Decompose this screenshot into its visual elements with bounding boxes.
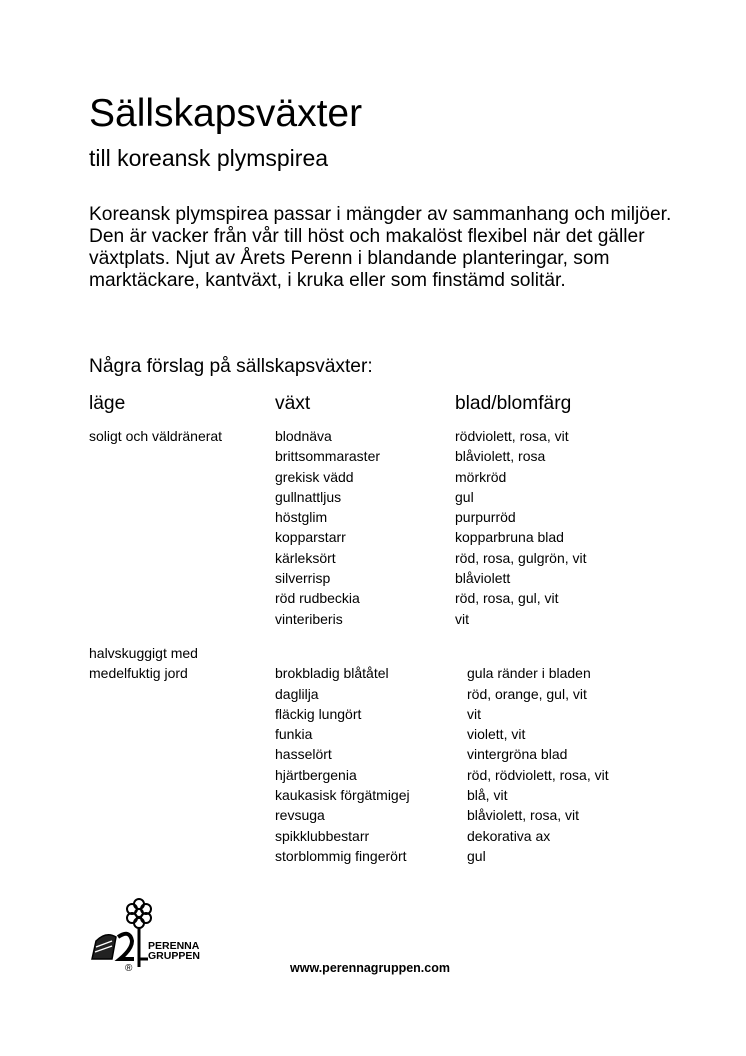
plant-color: violett, vit: [467, 726, 526, 743]
plant-name: hjärtbergenia: [275, 766, 357, 783]
plant-name: kaukasisk förgätmigej: [275, 787, 410, 804]
plant-name: silverrisp: [275, 570, 331, 587]
plant-color: vintergröna blad: [467, 746, 568, 763]
plant-name: brittsommaraster: [275, 448, 381, 465]
plant-name: spikklubbestarr: [275, 827, 370, 844]
column-header-location: läge: [89, 393, 126, 414]
group-plants: [275, 663, 410, 866]
page-subtitle: till koreansk plymspirea: [89, 145, 329, 171]
plant-color: blå, vit: [467, 787, 508, 804]
plant-color: dekorativa ax: [467, 827, 551, 844]
plant-color: rödviolett, rosa, vit: [455, 428, 569, 444]
group-location: [89, 643, 198, 684]
column-header-plant: växt: [275, 393, 311, 414]
column-header-color: blad/blomfärg: [455, 393, 572, 414]
plant-name: röd rudbeckia: [275, 590, 360, 607]
plant-color: röd, rödviolett, rosa, vit: [467, 766, 609, 783]
plant-name: blodnäva: [275, 428, 332, 444]
group-colors: [455, 426, 587, 629]
perennagruppen-logo: [88, 897, 210, 974]
plant-name: gullnattljus: [275, 488, 342, 505]
website-url: www.perennagruppen.com: [290, 961, 450, 975]
plant-color: mörkröd: [455, 468, 507, 485]
location-text: soligt och väldränerat: [89, 428, 223, 444]
plant-color: gula ränder i bladen: [467, 665, 591, 682]
plant-name: fläckig lungört: [275, 705, 362, 722]
plant-name: hasselört: [275, 746, 332, 763]
plant-name: kopparstarr: [275, 529, 346, 546]
plant-color: gul: [467, 847, 486, 864]
plant-color: röd, rosa, gulgrön, vit: [455, 549, 587, 566]
location-text: halvskuggigt med: [89, 645, 198, 661]
plant-color: röd, orange, gul, vit: [467, 685, 587, 702]
plant-color: vit: [467, 705, 481, 722]
plant-color: purpurröd: [455, 509, 516, 526]
plant-name: funkia: [275, 726, 313, 743]
page-title: Sällskapsväxter: [89, 92, 363, 135]
flower-logo-icon: [88, 897, 210, 974]
plant-name: daglilja: [275, 685, 319, 702]
logo-text-line2: GRUPPEN: [148, 950, 200, 962]
group-colors: [467, 663, 609, 866]
plant-color: blåviolett: [455, 570, 511, 587]
suggestions-heading: Några förslag på sällskapsväxter:: [89, 356, 373, 377]
plant-color: blåviolett, rosa: [455, 448, 546, 465]
plant-group-sunny: [89, 426, 709, 631]
plant-color: röd, rosa, gul, vit: [455, 590, 559, 607]
location-text: medelfuktig jord: [89, 665, 188, 682]
plant-color: blåviolett, rosa, vit: [467, 807, 580, 824]
plant-name: storblommig fingerört: [275, 847, 407, 864]
plant-name: vinteriberis: [275, 610, 343, 627]
plant-color: gul: [455, 488, 474, 505]
group-location: [89, 426, 222, 446]
plant-name: grekisk vädd: [275, 468, 354, 485]
plant-name: revsuga: [275, 807, 325, 824]
logo-text-line1: PERENNA: [148, 940, 200, 952]
plant-name: kärleksört: [275, 549, 336, 566]
plant-group-semishade: [89, 643, 709, 873]
registered-mark: ®: [125, 963, 133, 974]
plant-name: brokbladig blåtåtel: [275, 665, 389, 682]
plant-color: kopparbruna blad: [455, 529, 564, 546]
intro-paragraph: Koreansk plymspirea passar i mängder av sammanhang och miljöer. Den är vacker från vår till höst och makalöst flexibel när det gäller växtplats. Njut av Årets Perenn i blandande planteringar, som marktäckare, kantväxt, i kruka eller som finstämd solitär.: [89, 204, 672, 291]
plant-color: vit: [455, 610, 469, 627]
plant-name: höstglim: [275, 509, 328, 526]
group-plants: [275, 426, 380, 629]
